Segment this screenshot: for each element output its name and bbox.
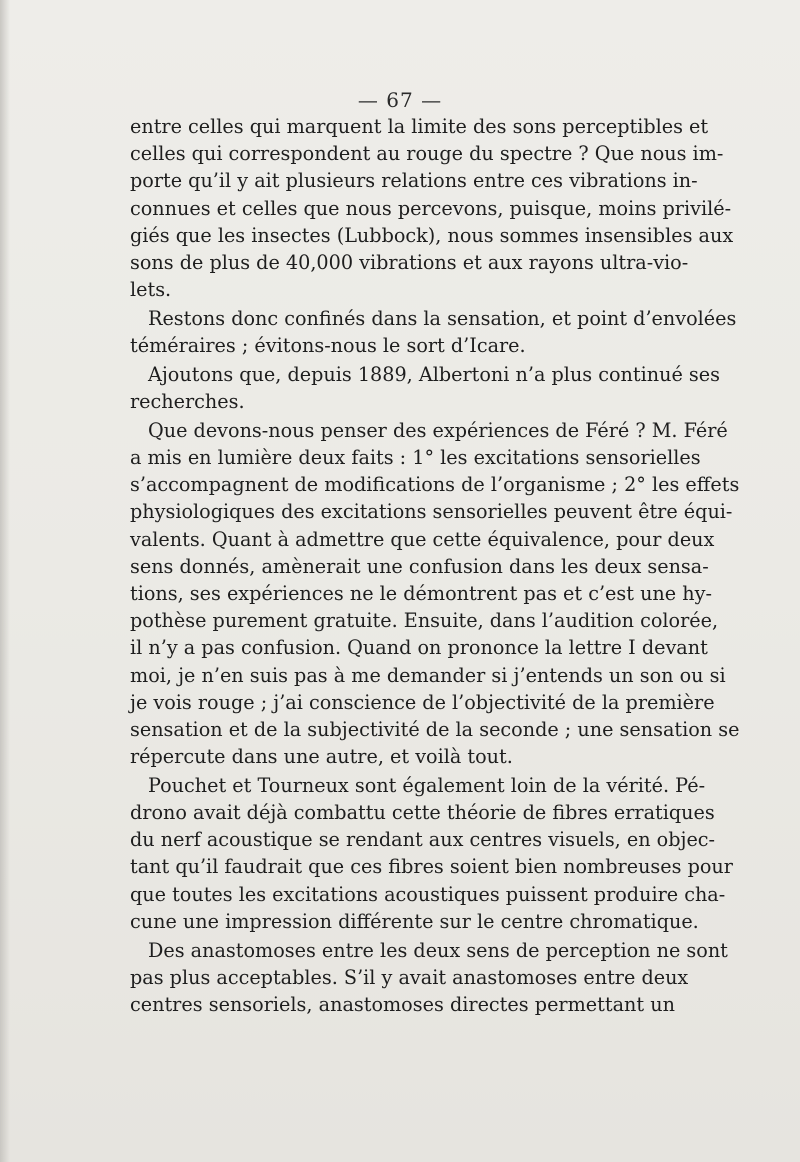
text-line: il n’y a pas confusion. Quand on prononce la lettre I devant: [130, 636, 708, 660]
text-line: répercute dans une autre, et voilà tout.: [130, 745, 513, 769]
text-line: tions, ses expériences ne le démontrent pas et c’est une hy-: [130, 581, 712, 605]
text-line: recherches.: [130, 390, 245, 414]
paragraph: [130, 361, 720, 415]
text-line: centres sensoriels, anastomoses directes permettant un: [130, 993, 675, 1016]
page-number: — 67 —: [357, 88, 443, 112]
text-line: cune une impression différente sur le centre chromatique.: [130, 909, 699, 933]
text-line: téméraires ; évitons-nous le sort d’Icare.: [130, 334, 526, 358]
text-line: s’accompagnent de modifications de l’organisme ; 2° les effets: [130, 473, 740, 497]
paragraph: [130, 417, 740, 771]
paragraph: [130, 113, 734, 303]
text-line: sens donnés, amènerait une confusion dans les deux sensa-: [130, 554, 709, 578]
text-line: que toutes les excitations acoustiques puissent produire cha-: [130, 882, 726, 906]
text-line: Pouchet et Tourneux sont également loin de la vérité. Pé-: [148, 773, 706, 797]
text-line: du nerf acoustique se rendant aux centres visuels, en objec-: [130, 828, 716, 852]
text-line: a mis en lumière deux faits : 1° les excitations sensorielles: [130, 445, 701, 469]
text-line: sensation et de la subjectivité de la seconde ; une sensation se: [130, 717, 740, 741]
text-line: je vois rouge ; j’ai conscience de l’objectivité de la première: [130, 690, 715, 714]
text-line: sons de plus de 40,000 vibrations et aux rayons ultra-vio-: [130, 251, 689, 275]
text-line: lets.: [130, 278, 172, 302]
paragraph: [130, 772, 733, 935]
paragraph: [130, 305, 737, 359]
text-line: celles qui correspondent au rouge du spectre ? Que nous im-: [130, 142, 724, 166]
text-line: physiologiques des excitations sensorielles peuvent être équi-: [130, 500, 733, 524]
text-line: tant qu’il faudrait que ces fibres soient bien nombreuses pour: [130, 855, 733, 879]
text-line: giés que les insectes (Lubbock), nous sommes insensibles aux: [130, 223, 734, 247]
text-line: Que devons-nous penser des expériences de Féré ? M. Féré: [148, 418, 728, 442]
text-line: drono avait déjà combattu cette théorie de fibres erratiques: [130, 801, 715, 825]
body-text: [130, 113, 740, 1020]
paragraph: [130, 937, 728, 1019]
text-line: valents. Quant à admettre que cette équivalence, pour deux: [130, 527, 715, 551]
text-line: Ajoutons que, depuis 1889, Albertoni n’a plus continué ses: [148, 362, 720, 386]
text-line: connues et celles que nous percevons, puisque, moins privilé-: [130, 196, 732, 220]
text-line: porte qu’il y ait plusieurs relations entre ces vibrations in-: [130, 169, 698, 193]
text-line: Restons donc confinés dans la sensation, et point d’envolées: [148, 306, 737, 330]
text-line: pas plus acceptables. S’il y avait anastomoses entre deux: [130, 965, 689, 989]
text-line: entre celles qui marquent la limite des sons perceptibles et: [130, 115, 709, 138]
text-line: pothèse purement gratuite. Ensuite, dans l’audition colorée,: [130, 609, 719, 633]
text-line: moi, je n’en suis pas à me demander si j’entends un son ou si: [130, 663, 726, 687]
text-line: Des anastomoses entre les deux sens de perception ne sont: [148, 938, 728, 962]
